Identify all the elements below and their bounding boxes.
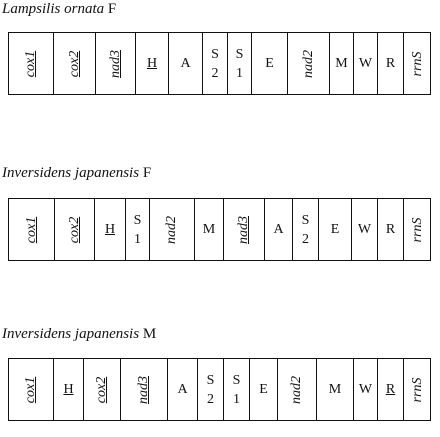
- gene-label: nad2: [300, 49, 316, 78]
- gene-cell: [227, 33, 251, 94]
- sex-label: F: [107, 1, 117, 17]
- gene-label: R: [385, 221, 396, 237]
- gene-subscript: 2: [302, 232, 309, 247]
- gene-label: E: [265, 55, 274, 71]
- gene-cell: [223, 199, 264, 260]
- gene-cell: [377, 199, 403, 260]
- gene-cell: [95, 33, 135, 94]
- gene-label: nad3: [107, 49, 123, 78]
- gene-label: W: [358, 381, 373, 397]
- gene-label: A: [177, 381, 188, 397]
- gene-cell: [197, 359, 223, 420]
- gene-cell: [202, 33, 227, 94]
- gene-cell: [167, 359, 197, 420]
- gene-label: S: [206, 373, 215, 388]
- gene-cell: [251, 33, 287, 94]
- gene-label: R: [385, 55, 396, 71]
- species-name: Lampsilis ornata: [2, 1, 105, 17]
- gene-cell: [149, 199, 194, 260]
- gene-label: M: [335, 55, 348, 71]
- gene-cell: [53, 33, 95, 94]
- gene-cell: [316, 359, 353, 420]
- gene-subscript: 1: [236, 66, 243, 81]
- gene-cell: [287, 33, 329, 94]
- sex-label: F: [142, 165, 152, 181]
- gene-cell: [377, 359, 403, 420]
- gene-subscript: 1: [134, 232, 141, 247]
- gene-cell: [403, 359, 432, 420]
- gene-subscript: 2: [207, 392, 214, 407]
- gene-label: cox1: [23, 216, 39, 243]
- gene-cell: [249, 359, 277, 420]
- gene-cell: [83, 359, 120, 420]
- gene-label: E: [259, 381, 268, 397]
- gene-cell: [377, 33, 403, 94]
- gene-label: rrnS: [410, 51, 425, 76]
- gene-cell: [53, 359, 83, 420]
- gene-cell: [168, 33, 202, 94]
- gene-cell: [9, 33, 53, 94]
- gene-label: nad2: [289, 375, 304, 404]
- gene-cell: [264, 199, 292, 260]
- species-name: Inversidens japanensis: [2, 165, 140, 181]
- gene-cell: [120, 359, 167, 420]
- gene-label: R: [385, 381, 396, 397]
- gene-label: H: [104, 221, 116, 237]
- gene-label: rrnS: [410, 377, 425, 402]
- gene-label: W: [358, 55, 373, 71]
- gene-cell: [223, 359, 249, 420]
- gene-cell: [351, 199, 377, 260]
- gene-order-row: [8, 198, 431, 261]
- gene-label: W: [357, 221, 372, 237]
- gene-subscript: 1: [233, 392, 240, 407]
- panel-title: [2, 0, 116, 18]
- gene-cell: [329, 33, 353, 94]
- gene-label: cox1: [23, 50, 38, 77]
- gene-label: nad3: [136, 375, 151, 404]
- gene-label: A: [180, 55, 191, 71]
- gene-label: H: [146, 55, 158, 71]
- gene-label: H: [63, 381, 74, 397]
- gene-cell: [292, 199, 318, 260]
- gene-cell: [403, 199, 432, 260]
- gene-order-row: [8, 32, 431, 95]
- gene-label: cox2: [66, 216, 82, 243]
- gene-label: nad2: [164, 215, 179, 244]
- gene-label: cox1: [23, 376, 38, 403]
- gene-cell: [194, 199, 223, 260]
- gene-cell: [94, 199, 125, 260]
- gene-cell: [353, 359, 377, 420]
- gene-label: M: [328, 381, 342, 397]
- gene-label: rrnS: [410, 217, 425, 242]
- gene-label: cox2: [94, 376, 109, 403]
- gene-cell: [135, 33, 168, 94]
- gene-cell: [318, 199, 351, 260]
- gene-order-row: [8, 358, 431, 421]
- gene-label: S: [301, 213, 310, 228]
- gene-label: cox2: [66, 50, 82, 77]
- gene-cell: [353, 33, 377, 94]
- gene-label: E: [330, 221, 340, 237]
- panel-title: [2, 325, 156, 343]
- gene-label: S: [211, 47, 219, 62]
- gene-label: M: [202, 221, 216, 237]
- panel-title: [2, 164, 151, 182]
- gene-cell: [9, 359, 53, 420]
- gene-cell: [277, 359, 316, 420]
- gene-label: S: [235, 47, 244, 62]
- gene-label: S: [232, 373, 241, 388]
- gene-cell: [54, 199, 94, 260]
- gene-label: S: [133, 213, 142, 228]
- gene-cell: [9, 199, 54, 260]
- gene-cell: [403, 33, 432, 94]
- species-name: Inversidens japanensis: [2, 326, 140, 342]
- gene-label: A: [273, 221, 284, 237]
- gene-cell: [125, 199, 149, 260]
- gene-label: nad3: [236, 215, 251, 244]
- sex-label: M: [142, 326, 157, 342]
- gene-subscript: 2: [211, 66, 219, 81]
